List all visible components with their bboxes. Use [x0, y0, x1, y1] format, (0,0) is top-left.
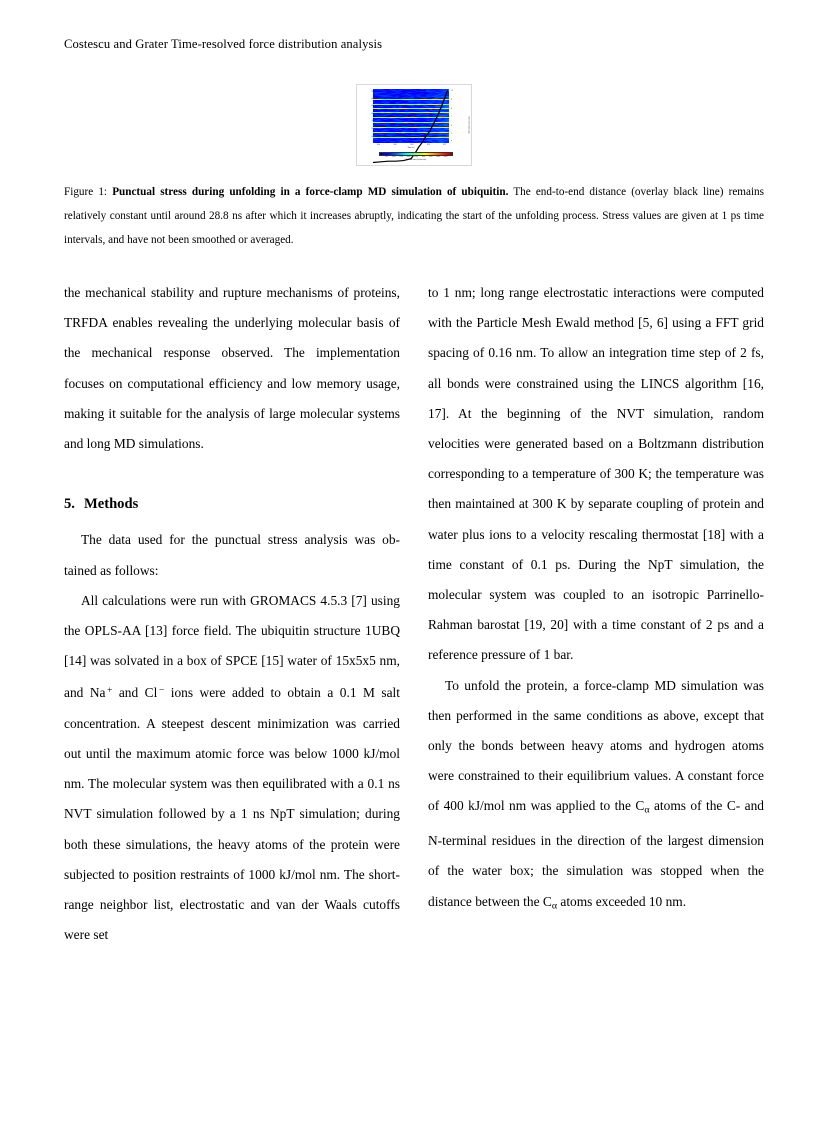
colorbar-tick-label: 1000 — [392, 156, 396, 159]
running-head: Costescu and Grater Time-resolved force distribution analysis — [64, 37, 383, 51]
colorbar-tick-label: 2000 — [406, 156, 411, 159]
x-tick-label: 28.8 — [410, 143, 414, 146]
y2-tick-label: 7 — [451, 116, 452, 118]
heatmap-secondary-y-axis — [450, 89, 466, 143]
section-title: Methods — [83, 496, 139, 513]
sodium-charge-superscript: + — [106, 685, 113, 697]
paragraph-unfolding-part-b: atoms of the C- and N-terminal residues in the direction of the largest dimension of the water box; the simulation was stopped when the distance between the C — [428, 798, 764, 909]
paragraph-continued-left: the mechanical stability and rupture mechanisms of proteins, TRFDA enables revealing the underlying molecular basis of the mechanical response observed. The implementation focuses on computational efficiency and low memory usage, making it suitable for the analysis of large molecular systems and long MD simulations. — [64, 285, 400, 452]
figure-caption-title: Punctual stress during unfolding in a force-clamp MD simulation of ubiquitin. — [112, 186, 509, 198]
heatmap-y2-axis-label: End-to-end distance (nm) — [467, 116, 470, 134]
y2-tick-label: 6 — [451, 125, 452, 127]
paragraph-unfolding-part-c: atoms exceeded 10 nm. — [557, 893, 687, 909]
heatmap-y-axis — [358, 89, 373, 143]
y2-tick-label: 5 — [451, 133, 452, 135]
x-tick-label: 28.4 — [376, 143, 380, 146]
c-alpha-subscript-2: α — [551, 900, 558, 911]
paragraph-calculations — [64, 586, 400, 950]
figure-block — [64, 84, 764, 252]
colorbar-gradient — [379, 152, 453, 159]
colorbar-tick-label: 3500 — [429, 156, 433, 159]
paragraph-methods-intro: The data used for the punctual stress analysis was ob- tained as follows: — [64, 532, 400, 578]
y2-tick-label: 9 — [451, 99, 452, 101]
colorbar-axis-label: Punctual stress (kJ/mol nm) — [405, 159, 426, 162]
section-heading-methods — [64, 489, 400, 519]
colorbar-tick-label: 2500 — [414, 156, 418, 159]
y2-tick-label: 10 — [451, 90, 453, 92]
figure-caption-text: The end-to-end distance (overlay black line) remains relatively constant until around 28.8 ns after which it increases abruptly, indicating the start of the unfolding process. Stress values are given at 1 ps time intervals, and have not been smoothed or averaged. — [64, 186, 765, 246]
colorbar-tick-label: 1500 — [399, 156, 403, 159]
chloride-charge-superscript: − — [158, 685, 165, 697]
heatmap-plot-area — [373, 89, 449, 143]
y2-tick-label: 8 — [451, 108, 452, 110]
paragraph-calculations-part-a: All calculations were run with GROMACS 4.5.3 [7] using the OPLS-AA [13] force field. The ubiquitin structure 1UBQ [14] was solvated in a box of SPCE [15] water of 15x5x5 nm, and Na — [64, 592, 400, 701]
right-column — [428, 278, 764, 950]
body-columns — [64, 278, 764, 950]
y2-tick-label: 4 — [451, 140, 452, 142]
x-tick-label: 29.0 — [426, 143, 431, 146]
figure-image-wrapper — [64, 84, 764, 166]
paragraph-unfolding — [428, 671, 764, 922]
c-alpha-subscript-1: α — [644, 804, 650, 816]
colorbar-tick-label: 500 — [385, 156, 388, 159]
x-tick-label: 28.6 — [393, 143, 397, 146]
paragraph-calculations-part-c: ions were added to obtain a 0.1 M salt concentration. A steepest descent minimization was carried out until the maximum atomic force was below 1000 kJ/mol nm. The molecular system was then equilibrated with a 0.1 ns NVT simulation followed by a 1 ns NpT simulation; during both these simulations, the heavy atoms of the protein were subjected to position restraints of 1000 kJ/mol nm. The short-range neighbor list, electrostatic and van der Waals cutoffs were set — [64, 685, 400, 943]
left-column — [64, 278, 400, 950]
colorbar-tick-label: 4000 — [436, 156, 440, 159]
heatmap-x-axis — [373, 144, 449, 150]
paragraph-continued-right: to 1 nm; long range electrostatic interactions were computed with the Particle Mesh Ewald method [5, 6] using a FFT grid spacing of 0.16 nm. To allow an integration time step of 2 fs, all bonds were constrained using the LINCS algorithm [16, 17]. At the beginning of the NVT simulation, random velocities were generated based on a Boltzmann distribution corresponding to a temperature of 300 K; the temperature was then maintained at 300 K by separate coupling of protein and water plus ions to a velocity rescaling thermostat [18] with a time constant of 0.1 ps. During the NpT simulation, the molecular system was coupled to an isotropic Parrinello-Rahman barostat [19, 20] with a time constant of 2 ps and a reference pressure of 1 bar. — [428, 285, 764, 663]
figure-caption — [64, 180, 764, 252]
heatmap-colorbar — [379, 152, 453, 164]
heatmap-x-axis-label: Time (ns) — [407, 146, 415, 149]
paragraph-calculations-part-b: and Cl — [112, 685, 158, 701]
heatmap-canvas — [373, 89, 449, 143]
figure-caption-label: Figure 1: — [64, 186, 108, 198]
colorbar-tick-label: 4500 — [443, 156, 448, 159]
paragraph-unfolding-part-a: To unfold the protein, a force-clamp MD simulation was then performed in the same conditions as above, except that only the bonds between heavy atoms and hydrogen atoms were constrained to their equilibrium values. A constant force of 400 kJ/mol nm was applied to the C — [428, 677, 764, 814]
figure-1-heatmap — [356, 84, 472, 166]
x-tick-label: 29.2 — [442, 143, 447, 146]
section-number: 5. — [64, 496, 75, 513]
colorbar-tick-label: 3000 — [421, 156, 426, 159]
